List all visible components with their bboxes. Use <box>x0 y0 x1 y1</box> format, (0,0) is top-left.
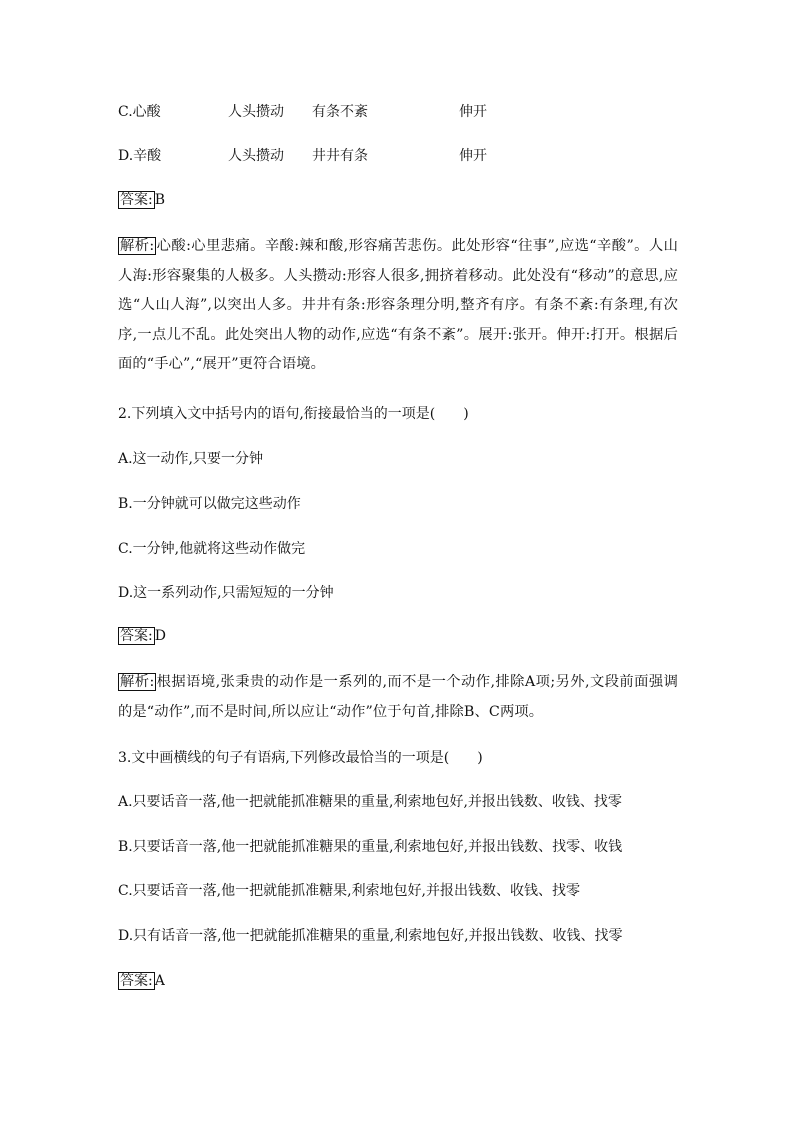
q3-answer-line <box>118 973 165 989</box>
q1-answer-line <box>118 192 165 208</box>
q1-option-d-word-a: 人头攒动 <box>228 148 284 164</box>
q3-option-c: C.只要话音一落,他一把就能抓准糖果,利索地包好,并报出钱数、收钱、找零 <box>118 883 581 899</box>
q1-option-d-word-c: 伸开 <box>459 148 487 164</box>
q2-option-c: C.一分钟,他就将这些动作做完 <box>118 541 306 557</box>
q1-option-c-label: C.心酸 <box>118 104 161 120</box>
q2-analysis <box>118 668 678 727</box>
q3-stem: 3.文中画横线的句子有语病,下列修改最恰当的一项是( ) <box>118 750 483 766</box>
q1-option-d-word-b: 井井有条 <box>312 148 368 164</box>
q1-answer-label: 答案: <box>120 192 153 208</box>
q1-option-c-word-b: 有条不紊 <box>312 104 368 120</box>
q2-analysis-label: 解析: <box>120 674 155 690</box>
q1-answer-value: B <box>154 192 166 208</box>
q1-analysis <box>118 232 678 380</box>
q2-answer-label: 答案: <box>120 628 153 644</box>
q3-option-b: B.只要话音一落,他一把就能抓准糖果的重量,利索地包好,并报出钱数、找零、收钱 <box>118 839 623 855</box>
q3-option-d: D.只有话音一落,他一把就能抓准糖果的重量,利索地包好,并报出钱数、收钱、找零 <box>118 928 623 944</box>
q3-option-a: A.只要话音一落,他一把就能抓准糖果的重量,利索地包好,并报出钱数、收钱、找零 <box>118 794 622 810</box>
q1-option-d-label: D.辛酸 <box>118 148 162 164</box>
q1-option-row-d <box>0 148 794 164</box>
q1-option-c-word-a: 人头攒动 <box>228 104 284 120</box>
q1-option-c-word-c: 伸开 <box>459 104 487 120</box>
q2-option-a: A.这一动作,只要一分钟 <box>118 451 264 467</box>
q3-answer-value: A <box>154 973 165 989</box>
q3-answer-label: 答案: <box>120 973 153 989</box>
q1-analysis-label: 解析: <box>120 238 155 254</box>
q2-analysis-text: 根据语境,张秉贵的动作是一系列的,而不是一个动作,排除A项;另外,文段前面强调的是“动作”,而不是时间,所以应让“动作”位于句首,排除B、C两项。 <box>118 674 678 720</box>
q2-answer-value: D <box>154 628 166 644</box>
q1-analysis-text: 心酸:心里悲痛。辛酸:辣和酸,形容痛苦悲伤。此处形容“往事”,应选“辛酸”。人山人海:形容聚集的人极多。人头攒动:形容人很多,拥挤着移动。此处没有“移动”的意思,应选“人山人海”,以突出人多。井井有条:形容条理分明,整齐有序。有条不紊:有条理,有次序,一点儿不乱。此处突出人物的动作,应选“有条不紊”。展开:张开。伸开:打开。根据后面的“手心”,“展开”更符合语境。 <box>118 238 678 372</box>
q1-option-row-c <box>0 104 794 120</box>
q2-stem: 2.下列填入文中括号内的语句,衔接最恰当的一项是( ) <box>118 406 469 422</box>
q2-answer-line <box>118 628 166 644</box>
q2-option-b: B.一分钟就可以做完这些动作 <box>118 496 301 512</box>
q2-option-d: D.这一系列动作,只需短短的一分钟 <box>118 585 334 601</box>
